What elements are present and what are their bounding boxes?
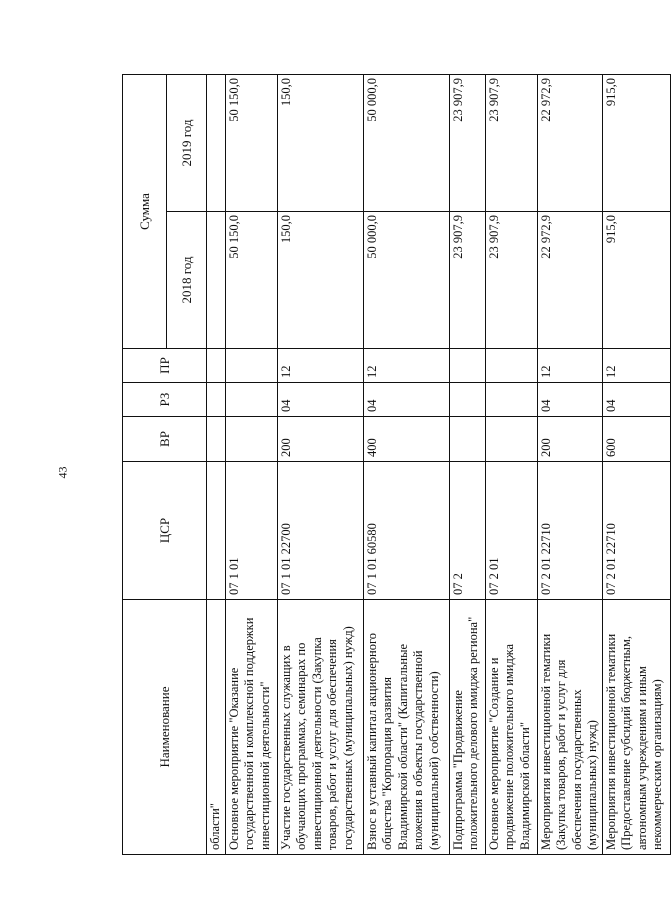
- cell-pr: 12: [602, 349, 670, 383]
- cell-2018: 915,0: [602, 212, 670, 349]
- cell-2018: 50 000,0: [363, 212, 449, 349]
- cell-rz: [225, 383, 277, 417]
- cell-2019: [207, 75, 226, 212]
- cell-pr: [449, 349, 485, 383]
- header-sum: Сумма: [123, 75, 167, 349]
- cell-rz: 04: [602, 383, 670, 417]
- cell-2018: 23 907,9: [449, 212, 485, 349]
- cell-name: Мероприятия инвестиционной тематики (Закупка товаров, работ и услуг для обеспечения государственных (муниципальных) нужд): [537, 600, 602, 855]
- table-row: [207, 75, 226, 855]
- cell-name: Основное мероприятие "Оказание государственной и комплексной поддержки инвестиционной деятельности": [225, 600, 277, 855]
- cell-csr: 07 1 01 60580: [363, 462, 449, 600]
- cell-csr: 07 2 01 22710: [537, 462, 602, 600]
- cell-rz: 04: [277, 383, 363, 417]
- header-2018: 2018 год: [167, 212, 207, 349]
- budget-table-rotated: [122, 75, 664, 855]
- cell-name: Подпрограмма "Продвижение положительного делового имиджа региона": [449, 600, 485, 855]
- header-name: Наименование: [123, 600, 207, 855]
- cell-2019: 150,0: [277, 75, 363, 212]
- cell-2019: 50 000,0: [363, 75, 449, 212]
- cell-csr: 07 1 01: [225, 462, 277, 600]
- cell-name: области": [207, 600, 226, 855]
- cell-rz: 04: [363, 383, 449, 417]
- header-vr: ВР: [123, 417, 207, 462]
- cell-csr: 07 2 01: [485, 462, 537, 600]
- table-row: [449, 75, 485, 855]
- cell-name: Участие государственных служащих в обучающих программах, семинарах по инвестиционной деятельности (Закупка товаров, работ и услуг для обеспечения государственных (муниципальных) нужд): [277, 600, 363, 855]
- cell-vr: [485, 417, 537, 462]
- budget-table: [122, 74, 671, 855]
- cell-2018: [207, 212, 226, 349]
- cell-vr: 200: [537, 417, 602, 462]
- cell-vr: 400: [363, 417, 449, 462]
- cell-pr: [225, 349, 277, 383]
- cell-2019: 23 907,9: [449, 75, 485, 212]
- cell-vr: [449, 417, 485, 462]
- table-row: [537, 75, 602, 855]
- cell-2018: 150,0: [277, 212, 363, 349]
- cell-vr: 600: [602, 417, 670, 462]
- table-row: [363, 75, 449, 855]
- cell-csr: [207, 462, 226, 600]
- cell-name: Мероприятия инвестиционной тематики (Предоставление субсидий бюджетным, автономным учреждениям и иным некоммерческим организациям): [602, 600, 670, 855]
- table-row: [277, 75, 363, 855]
- cell-pr: [485, 349, 537, 383]
- table-row: [485, 75, 537, 855]
- cell-pr: [207, 349, 226, 383]
- cell-vr: 200: [277, 417, 363, 462]
- cell-csr: 07 2: [449, 462, 485, 600]
- cell-2018: 50 150,0: [225, 212, 277, 349]
- cell-2019: 915,0: [602, 75, 670, 212]
- cell-rz: [449, 383, 485, 417]
- cell-rz: [207, 383, 226, 417]
- header-pr: ПР: [123, 349, 207, 383]
- cell-pr: 12: [363, 349, 449, 383]
- cell-2019: 22 972,9: [537, 75, 602, 212]
- cell-2018: 22 972,9: [537, 212, 602, 349]
- cell-name: Основное мероприятие "Создание и продвижение положительного имиджа Владимирской области": [485, 600, 537, 855]
- header-rz: РЗ: [123, 383, 207, 417]
- table-row: [602, 75, 670, 855]
- cell-csr: 07 1 01 22700: [277, 462, 363, 600]
- cell-csr: 07 2 01 22710: [602, 462, 670, 600]
- cell-2019: 50 150,0: [225, 75, 277, 212]
- table-row: [225, 75, 277, 855]
- cell-name: Взнос в уставный капитал акционерного общества "Корпорация развития Владимирской области" (Капитальные вложения в объекты государственной (муниципальной) собственности): [363, 600, 449, 855]
- cell-vr: [207, 417, 226, 462]
- cell-vr: [225, 417, 277, 462]
- page-number: 43: [55, 466, 70, 479]
- cell-2018: 23 907,9: [485, 212, 537, 349]
- cell-pr: 12: [277, 349, 363, 383]
- header-csr: ЦСР: [123, 462, 207, 600]
- cell-rz: [485, 383, 537, 417]
- header-2019: 2019 год: [167, 75, 207, 212]
- cell-2019: 23 907,9: [485, 75, 537, 212]
- cell-rz: 04: [537, 383, 602, 417]
- cell-pr: 12: [537, 349, 602, 383]
